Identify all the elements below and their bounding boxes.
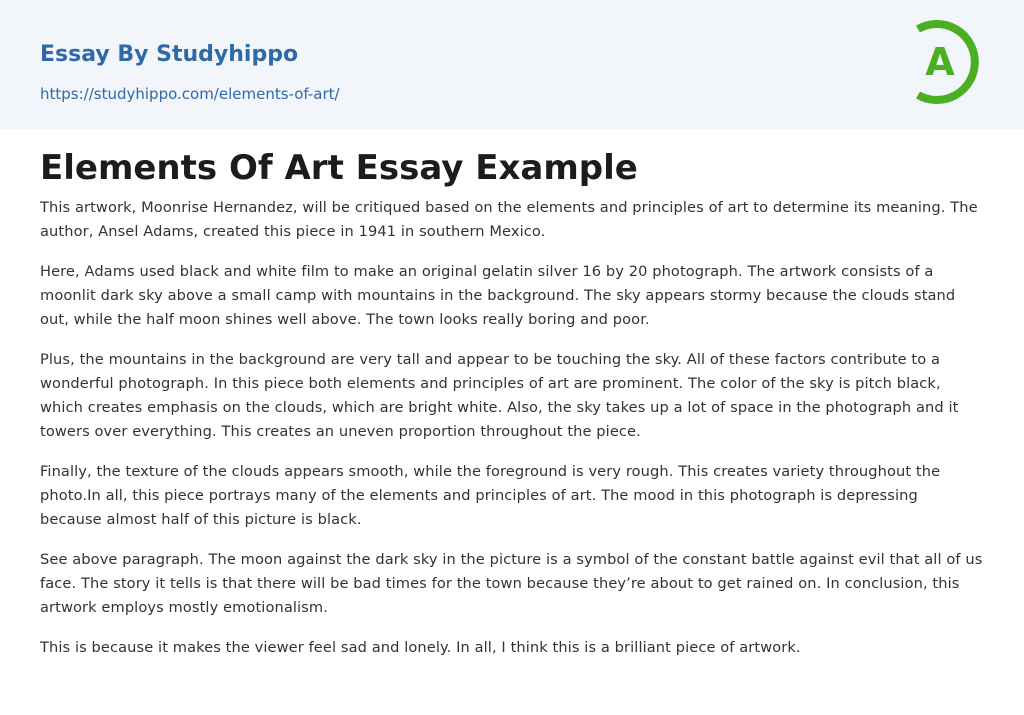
paragraph-2: Here, Adams used black and white film to make an original gelatin silver 16 by 20 photograph. The artwork consists of a moonlit dark sky above a small camp with mountains in the background. The sky appears stormy because the clouds stand out, while the half moon shines well above. The town looks really boring and poor. (40, 263, 956, 328)
paragraph-1: This artwork, Moonrise Hernandez, will be critiqued based on the elements and principles of art to determine its meaning. The author, Ansel Adams, created this piece in 1941 in southern Mexico. (40, 199, 978, 240)
brand-name: Essay By Studyhippo (40, 42, 299, 67)
page-title: Elements Of Art Essay Example (40, 148, 638, 188)
logo-letter: A (925, 40, 955, 84)
article-body (40, 196, 984, 660)
site-header (0, 0, 1024, 129)
studyhippo-logo-icon (910, 19, 986, 105)
paragraph-5: See above paragraph. The moon against the dark sky in the picture is a symbol of the constant battle against evil that all of us face. The story it tells is that there will be bad times for the town because they’re about to get rained on. In conclusion, this artwork employs mostly emotionalism. (40, 551, 983, 616)
article (40, 140, 984, 676)
paragraph-4: Finally, the texture of the clouds appears smooth, while the foreground is very rough. This creates variety throughout the photo.In all, this piece portrays many of the elements and principles of art. The mood in this photograph is depressing because almost half of this picture is black. (40, 463, 941, 528)
paragraph-6: This is because it makes the viewer feel sad and lonely. In all, I think this is a brilliant piece of artwork. (40, 639, 801, 656)
source-url-link[interactable]: https://studyhippo.com/elements-of-art/ (40, 85, 340, 103)
paragraph-3: Plus, the mountains in the background are very tall and appear to be touching the sky. All of these factors contribute to a wonderful photograph. In this piece both elements and principles of art are prominent. The color of the sky is pitch black, which creates emphasis on the clouds, which are bright white. Also, the sky takes up a lot of space in the photograph and it towers over everything. This creates an uneven proportion throughout the piece. (40, 351, 959, 440)
